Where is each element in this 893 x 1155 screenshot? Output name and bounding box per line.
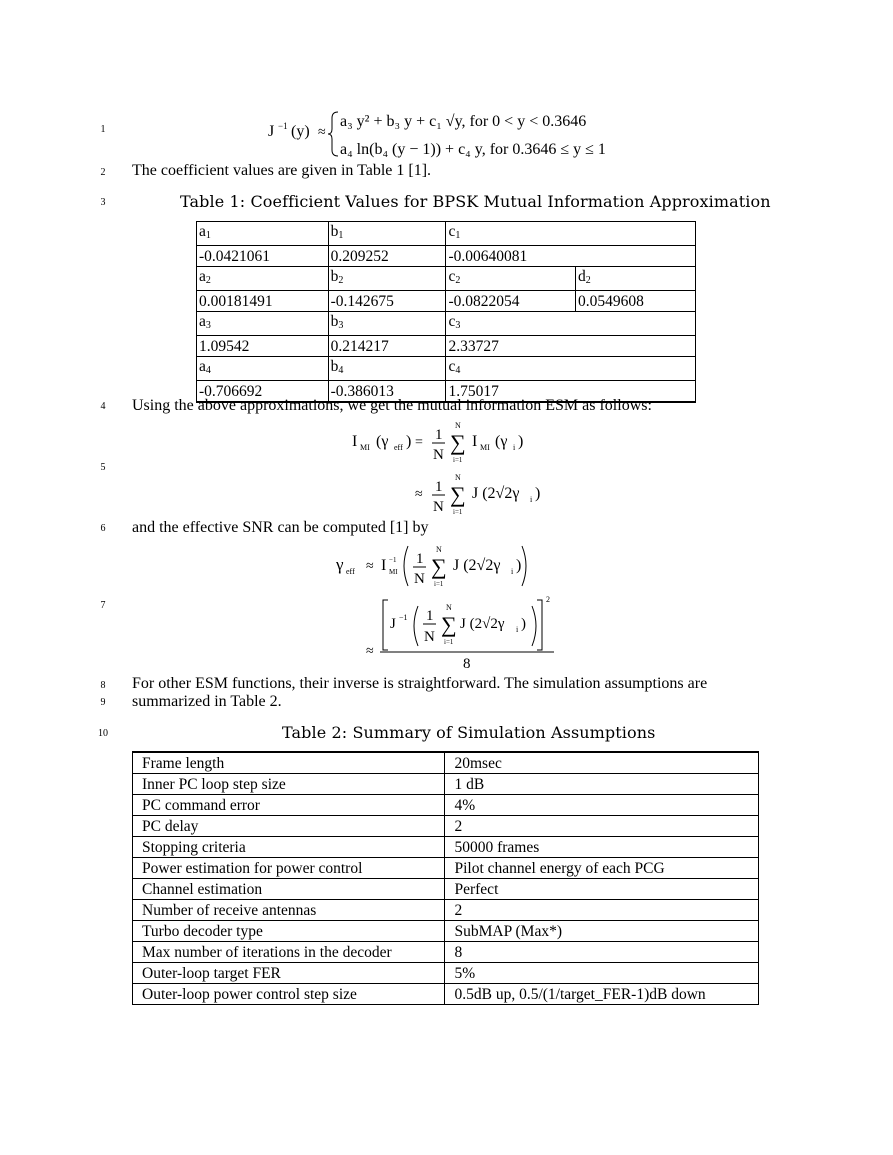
- table-2-value-cell: 20msec: [445, 752, 759, 774]
- table-1-cell-subscript: 1: [338, 230, 344, 241]
- table-1-cell-subscript: 3: [455, 320, 461, 331]
- table-1-cell-subscript: 3: [338, 320, 344, 331]
- table-2-param-cell: Frame length: [133, 752, 445, 774]
- line-number-7: 7: [100, 600, 106, 611]
- eq1-lhs-arg: (y): [291, 123, 310, 140]
- eq7-I-sup: −1: [389, 556, 397, 564]
- line-number-8: 8: [100, 680, 106, 691]
- eq7-paren-right-2: [532, 606, 536, 646]
- table-1-cell: [328, 336, 446, 357]
- table-1-cell-text: a: [199, 268, 206, 285]
- line-number-2: 2: [100, 167, 106, 178]
- line-number-9: 9: [100, 697, 106, 708]
- line-4-text: Using the above approximations, we get the mutual information ESM as follows:: [132, 397, 652, 414]
- table-1-cell: [197, 291, 329, 312]
- table-1-cell-text: 0.00181491: [199, 292, 273, 310]
- eq5-l1-rhs-close: ): [518, 433, 524, 450]
- table-1-cell: [328, 357, 446, 381]
- table-1-cell-subscript: 4: [338, 365, 344, 376]
- table-2-param-cell: Power estimation for power control: [133, 858, 445, 879]
- eq5-l1-eq: =: [415, 435, 423, 450]
- eq7-inner-sub-2: i: [516, 625, 519, 634]
- table-1-cell: [446, 222, 696, 246]
- eq7-square: 2: [546, 595, 550, 604]
- eq7-bracket-left: [383, 600, 388, 650]
- table-1-cell: [328, 312, 446, 336]
- table-1-row: [197, 312, 696, 336]
- table-2-row: [133, 921, 759, 942]
- table-1-cell: [197, 246, 329, 267]
- table-1-cell-text: 0.209252: [330, 247, 389, 265]
- line-number-1: 1: [100, 124, 106, 135]
- line-number-6: 6: [100, 523, 106, 534]
- table-1-cell-subscript: 2: [455, 275, 461, 286]
- eq1-case1: a₃ y² + b₃ y + c₁ √y, for 0 < y < 0.3646: [340, 113, 587, 130]
- eq7-sum-bot-2: i=1: [444, 638, 454, 646]
- table-1-cell-subscript: 2: [338, 275, 344, 286]
- table-2-value-cell: 1 dB: [445, 774, 759, 795]
- table-2-row: [133, 816, 759, 837]
- eq7-paren-left-2: [414, 606, 418, 646]
- table-1-row: [197, 222, 696, 246]
- table-2-value-cell: 2: [445, 900, 759, 921]
- eq1-case2: a₄ ln(b₄ (y − 1)) + c₄ y, for 0.3646 ≤ y ≤ 1: [340, 141, 606, 158]
- table-2-value-cell: 5%: [445, 963, 759, 984]
- table-1-cell-subscript: 4: [205, 365, 211, 376]
- eq7-approx-2: ≈: [366, 644, 374, 659]
- line-number-3: 3: [100, 197, 106, 208]
- table-1-cell-text: c: [448, 313, 456, 330]
- eq5-l1-close: ): [406, 433, 412, 450]
- table-1-cell-subscript: 4: [455, 365, 461, 376]
- table-1-cell: [446, 246, 696, 267]
- table-2-param-cell: Channel estimation: [133, 879, 445, 900]
- table-2-row: [133, 900, 759, 921]
- table-1-cell: [576, 291, 696, 312]
- equation-5-svg: [352, 420, 552, 520]
- eq5-l2-sum-top: N: [455, 473, 461, 482]
- eq5-l1-rhs-arg: (γ: [495, 433, 508, 450]
- table-1-cell: [446, 312, 696, 336]
- table-1-cell: [446, 357, 696, 381]
- eq7-sum-bot-1: i=1: [434, 580, 444, 588]
- table-1-cell-subscript: 3: [205, 320, 211, 331]
- eq1-lhs-sup: −1: [278, 121, 288, 131]
- eq7-approx-1: ≈: [366, 559, 374, 574]
- table-1-cell: [576, 267, 696, 291]
- eq7-sum-top-2: N: [446, 603, 452, 612]
- table-1-cell: [446, 267, 576, 291]
- table-2-param-cell: Outer-loop power control step size: [133, 984, 445, 1005]
- table-1-cell-text: b: [330, 313, 339, 330]
- table-1-cell-text: b: [330, 268, 339, 285]
- table-1-cell: [328, 222, 446, 246]
- line-number-10: 10: [98, 728, 108, 739]
- eq7-sum-1: ∑: [431, 554, 447, 579]
- equation-1: [268, 108, 638, 165]
- table-2-value-cell: 8: [445, 942, 759, 963]
- eq5-l2-close: ): [535, 485, 541, 502]
- eq1-lhs: J: [268, 123, 275, 140]
- eq5-l1-lhs: I: [352, 433, 358, 450]
- eq7-J: J: [390, 616, 396, 632]
- table-1-cell: [328, 246, 446, 267]
- table-1-cell-text: a: [199, 313, 206, 330]
- eq1-approx: ≈: [318, 125, 326, 140]
- eq7-J-sup: −1: [399, 613, 408, 622]
- eq7-bracket-right: [537, 600, 542, 650]
- eq7-frac-den-1: N: [414, 571, 425, 587]
- table-2-param-cell: Stopping criteria: [133, 837, 445, 858]
- eq7-gamma: γ: [336, 555, 344, 574]
- equation-1-svg: [268, 108, 638, 160]
- table-2-param-cell: Max number of iterations in the decoder: [133, 942, 445, 963]
- eq1-brace: [328, 112, 338, 156]
- table-2: [132, 751, 759, 1005]
- table-1-cell: [328, 267, 446, 291]
- eq5-l1-rhs-sub: MI: [480, 443, 490, 452]
- eq7-inner-close-1: ): [516, 557, 522, 574]
- table-2-row: [133, 837, 759, 858]
- table-1-cell-text: 0.214217: [330, 337, 389, 355]
- table-1-cell-text: a: [199, 223, 206, 240]
- table-2-value-cell: Pilot channel energy of each PCG: [445, 858, 759, 879]
- equation-7-svg: [336, 540, 566, 675]
- eq5-l2-sum-bot: i=1: [453, 508, 463, 516]
- eq5-l1-rhs-arg-sub: i: [513, 443, 516, 452]
- eq7-I-sub: MI: [389, 568, 398, 576]
- table-2-param-cell: Inner PC loop step size: [133, 774, 445, 795]
- table-1-cell-text: b: [330, 223, 339, 240]
- table-1-cell: [197, 357, 329, 381]
- table-1-cell: [197, 267, 329, 291]
- table-2-row: [133, 942, 759, 963]
- table-2-value-cell: 0.5dB up, 0.5/(1/target_FER-1)dB down: [445, 984, 759, 1005]
- eq7-inner-sub-1: i: [511, 567, 514, 576]
- eq5-l1-sum-top: N: [455, 421, 461, 430]
- table-2-row: [133, 963, 759, 984]
- table-2-value-cell: 4%: [445, 795, 759, 816]
- line-2-text: The coefficient values are given in Table 1 [1].: [132, 162, 432, 179]
- eq5-l1-rhs: I: [472, 433, 478, 450]
- eq7-den: 8: [463, 656, 471, 672]
- table-2-row: [133, 795, 759, 816]
- table-2-param-cell: Outer-loop target FER: [133, 963, 445, 984]
- table-1-cell-subscript: 1: [205, 230, 211, 241]
- table-2-value-cell: SubMAP (Max*): [445, 921, 759, 942]
- table-2-param-cell: Turbo decoder type: [133, 921, 445, 942]
- eq5-l2-frac-num: 1: [435, 479, 443, 495]
- table-1-row: [197, 357, 696, 381]
- eq5-l1-arg-sub: eff: [394, 443, 403, 452]
- line-8-text: For other ESM functions, their inverse is straightforward. The simulation assumptions are: [132, 675, 708, 692]
- table-1-cell-text: -0.0822054: [448, 292, 520, 310]
- table-1-cell: [328, 291, 446, 312]
- equation-7: [336, 540, 566, 680]
- table-1-cell-text: -0.386013: [330, 382, 394, 400]
- table-1-row: [197, 267, 696, 291]
- eq7-sum-top-1: N: [436, 545, 442, 554]
- eq5-l1-arg: (γ: [376, 433, 389, 450]
- table-2-row: [133, 984, 759, 1005]
- table-1-cell: [446, 336, 696, 357]
- table-1-cell: [197, 312, 329, 336]
- table-1-cell-text: b: [330, 358, 339, 375]
- table-1-cell-text: -0.00640081: [448, 247, 528, 265]
- equation-5: [352, 420, 552, 525]
- eq7-sum-2: ∑: [441, 612, 457, 637]
- table-1-caption: Table 1: Coefficient Values for BPSK Mutual Information Approximation: [180, 192, 771, 211]
- table-1-cell-text: 1.75017: [448, 382, 499, 400]
- table-1-cell-text: c: [448, 268, 456, 285]
- eq7-frac-num-2: 1: [426, 608, 434, 624]
- table-1-cell-text: 2.33727: [448, 337, 499, 355]
- eq7-inner-2: J (2√2γ: [460, 616, 505, 632]
- eq5-l2-rhs: J (2√2γ: [472, 485, 520, 502]
- table-1-cell-text: c: [448, 358, 456, 375]
- table-1-cell-text: a: [199, 358, 206, 375]
- eq7-inner-close-2: ): [521, 616, 526, 632]
- eq5-l2-approx: ≈: [415, 487, 423, 502]
- table-1-cell-text: -0.0421061: [199, 247, 271, 265]
- line-9-text: summarized in Table 2.: [132, 693, 282, 710]
- eq7-paren-left: [404, 546, 408, 586]
- eq5-l2-rhs-sub: i: [530, 495, 533, 504]
- table-1-cell: [197, 336, 329, 357]
- eq7-paren-right: [522, 546, 526, 586]
- table-2-param-cell: PC command error: [133, 795, 445, 816]
- table-2-value-cell: 2: [445, 816, 759, 837]
- table-1-cell: [197, 222, 329, 246]
- eq7-gamma-sub: eff: [346, 567, 355, 576]
- eq5-l2-frac-den: N: [433, 499, 444, 515]
- eq5-l1-frac-den: N: [433, 447, 444, 463]
- table-1-cell-text: 1.09542: [199, 337, 250, 355]
- table-2-row: [133, 774, 759, 795]
- table-1-cell-text: d: [578, 268, 586, 285]
- table-1-cell-text: 0.0549608: [578, 292, 644, 310]
- eq5-l1-frac-num: 1: [435, 427, 443, 443]
- eq7-I: I: [381, 557, 387, 574]
- eq5-l1-lhs-sub: MI: [360, 443, 370, 452]
- table-2-param-cell: Number of receive antennas: [133, 900, 445, 921]
- table-2-value-cell: Perfect: [445, 879, 759, 900]
- table-2-row: [133, 858, 759, 879]
- table-2-param-cell: PC delay: [133, 816, 445, 837]
- table-1-cell-subscript: 2: [205, 275, 211, 286]
- eq5-l1-sum-bot: i=1: [453, 456, 463, 464]
- table-2-row: [133, 879, 759, 900]
- line-number-4: 4: [100, 401, 106, 412]
- table-1-cell-text: c: [448, 223, 456, 240]
- table-1-row: [197, 291, 696, 312]
- eq5-l1-sum: ∑: [450, 430, 466, 455]
- table-1-cell-text: -0.142675: [330, 292, 394, 310]
- table-2-caption: Table 2: Summary of Simulation Assumptions: [282, 723, 656, 742]
- table-1-cell-subscript: 1: [455, 230, 461, 241]
- line-number-5: 5: [100, 462, 106, 473]
- table-2-value-cell: 50000 frames: [445, 837, 759, 858]
- table-1-row: [197, 336, 696, 357]
- table-1-cell-subscript: 2: [585, 275, 591, 286]
- eq7-frac-den-2: N: [424, 629, 435, 645]
- table-1-row: [197, 246, 696, 267]
- table-2-row: [133, 752, 759, 774]
- eq7-inner-1: J (2√2γ: [453, 557, 501, 574]
- line-6-text: and the effective SNR can be computed [1] by: [132, 519, 429, 536]
- eq7-frac-num-1: 1: [416, 551, 424, 567]
- table-1-cell-text: -0.706692: [199, 382, 263, 400]
- table-1: [196, 221, 696, 403]
- table-1-cell: [446, 291, 576, 312]
- eq5-l2-sum: ∑: [450, 482, 466, 507]
